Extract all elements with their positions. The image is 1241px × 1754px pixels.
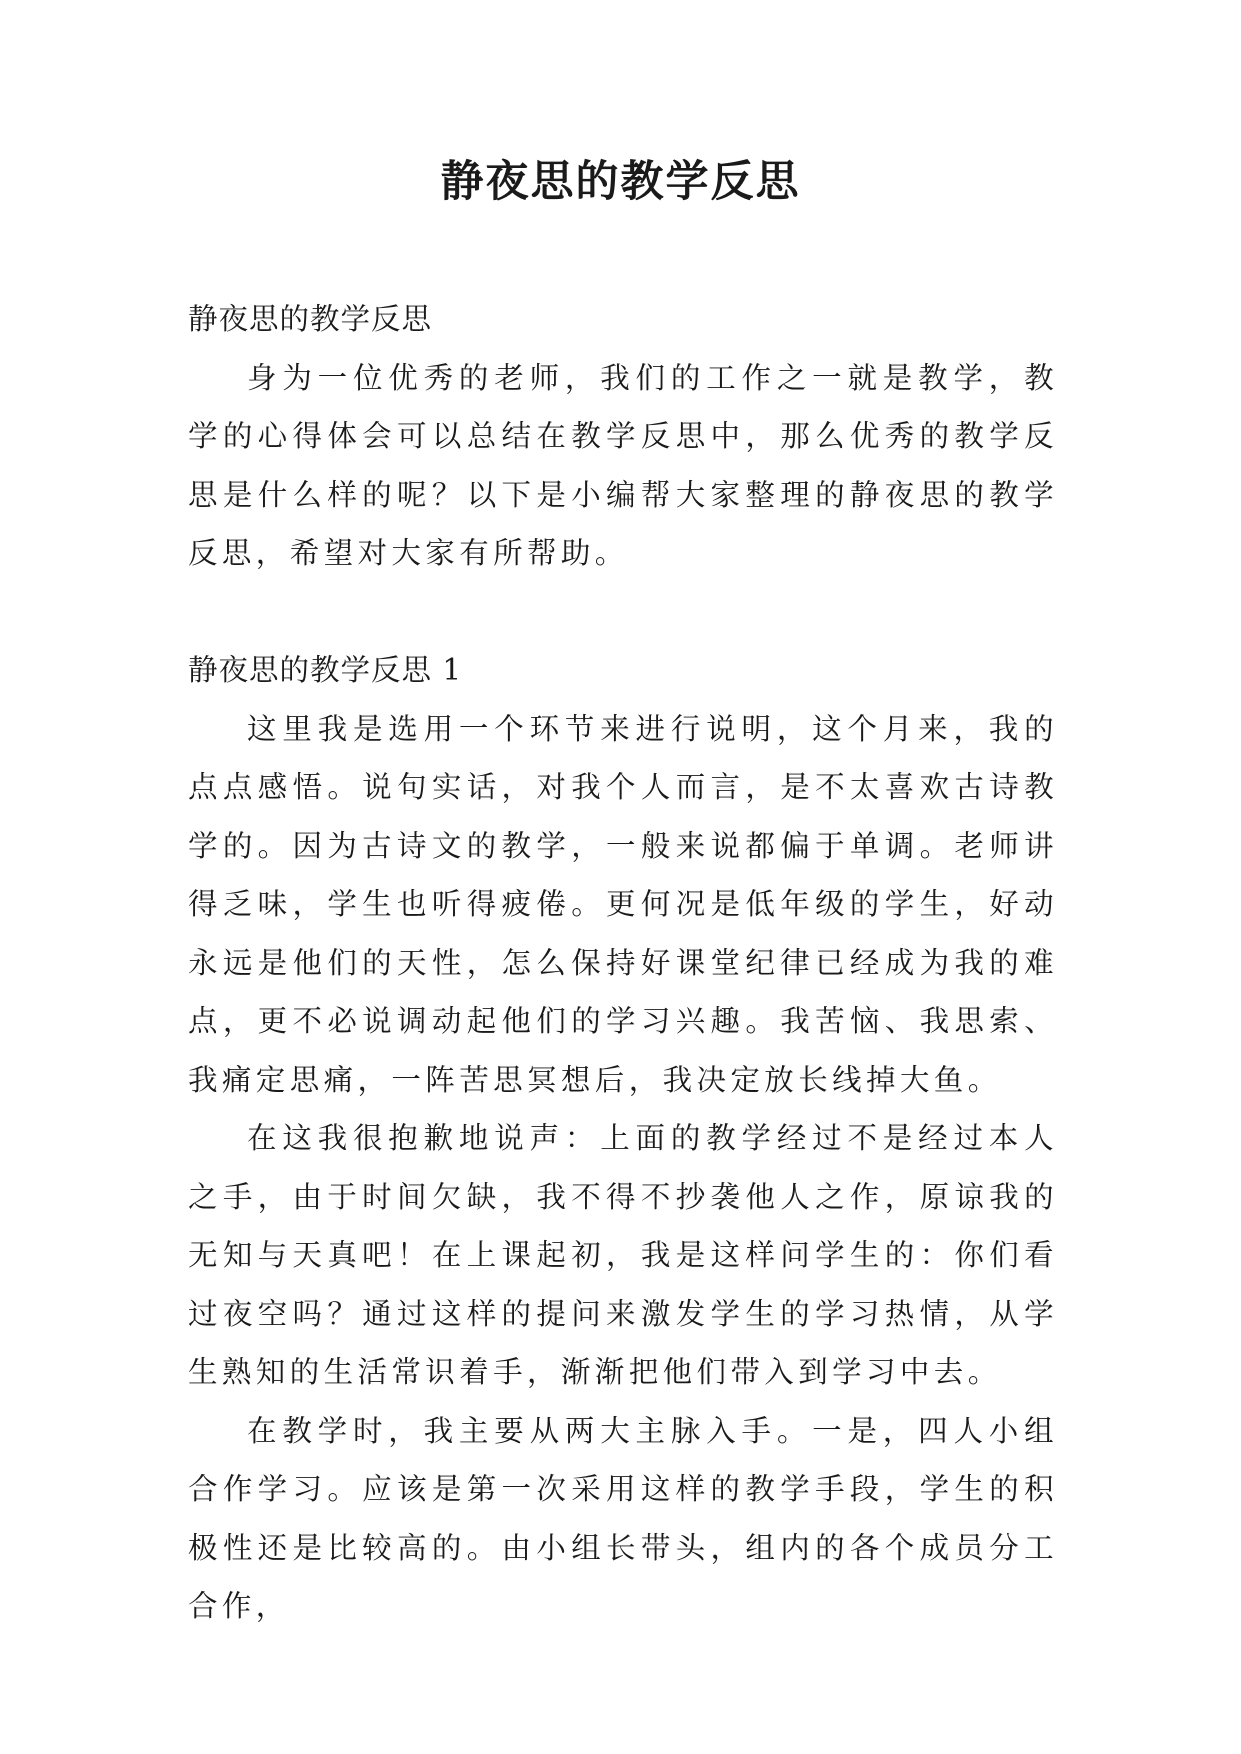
section1-heading: 静夜思的教学反思 1	[188, 653, 463, 687]
intro-heading: 静夜思的教学反思	[188, 302, 433, 336]
intro-paragraph: 身为一位优秀的老师，我们的工作之一就是教学，教学的心得体会可以总结在教学反思中，那么优秀的教学反思是什么样的呢？以下是小编帮大家整理的静夜思的教学反思，希望对大家有所帮助。	[188, 360, 1058, 570]
document-body	[188, 290, 1058, 1636]
document-title: 静夜思的教学反思	[440, 157, 801, 207]
section1-paragraph: 在教学时，我主要从两大主脉入手。一是，四人小组合作学习。应该是第一次采用这样的教学手段，学生的积极性还是比较高的。由小组长带头，组内的各个成员分工合作，	[188, 1413, 1058, 1623]
paragraph-gap	[188, 583, 1058, 642]
section1-paragraph: 这里我是选用一个环节来进行说明，这个月来，我的点点感悟。说句实话，对我个人而言，是不太喜欢古诗教学的。因为古诗文的教学，一般来说都偏于单调。老师讲得乏味，学生也听得疲倦。更何况是低年级的学生，好动永远是他们的天性，怎么保持好课堂纪律已经成为我的难点，更不必说调动起他们的学习兴趣。我苦恼、我思索、我痛定思痛，一阵苦思冥想后，我决定放长线掉大鱼。	[188, 711, 1058, 1097]
section1-paragraph: 在这我很抱歉地说声：上面的教学经过不是经过本人之手，由于时间欠缺，我不得不抄袭他人之作，原谅我的无知与天真吧！在上课起初，我是这样问学生的：你们看过夜空吗？通过这样的提问来激发学生的学习热情，从学生熟知的生活常识着手，渐渐把他们带入到学习中去。	[188, 1121, 1058, 1389]
